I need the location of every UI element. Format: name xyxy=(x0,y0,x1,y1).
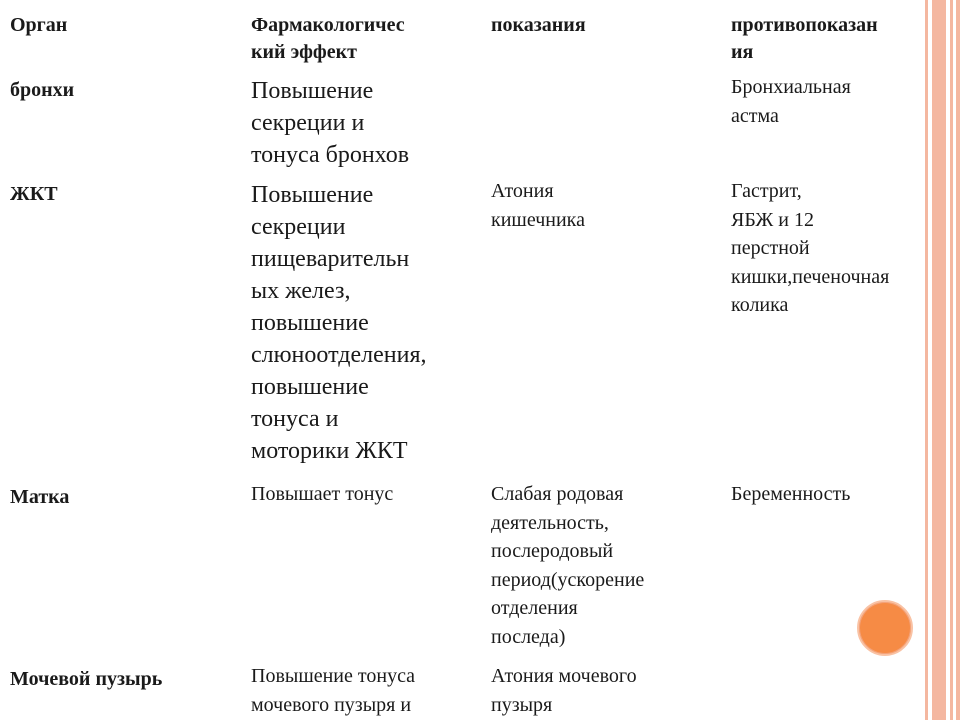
row-effect: Повышение секреции пищеварительн ых желез, повышение слюноотделения, повышение тонуса и моторики ЖКТ xyxy=(251,182,427,464)
row-indications: Слабая родовая деятельность, послеродовый период(ускорение отделения последа) xyxy=(491,483,645,648)
row-effect: Повышает тонус xyxy=(251,483,394,505)
row-organ: Мочевой пузырь xyxy=(10,668,163,690)
table-row xyxy=(0,177,925,469)
row-effect: Повышение тонуса мочевого пузыря и xyxy=(251,665,416,716)
row-effect: Повышение секреции и тонуса бронхов xyxy=(251,78,410,168)
row-organ: Матка xyxy=(10,486,70,508)
header-organ: Орган xyxy=(10,14,68,36)
table-row xyxy=(0,73,925,173)
row-indications: Атония мочевого пузыря xyxy=(491,665,637,716)
table-row xyxy=(0,662,925,720)
row-contraindications: Бронхиальная астма xyxy=(731,76,851,127)
row-contraindications: Гастрит, ЯБЖ и 12 перстной кишки,печеночная колика xyxy=(731,180,890,316)
header-contraindications: противопоказан ия xyxy=(731,14,878,63)
row-indications: Атония кишечника xyxy=(491,180,585,231)
table-header-row xyxy=(0,8,925,70)
row-contraindications: Беременность xyxy=(731,483,851,505)
row-organ: бронхи xyxy=(10,79,75,101)
table-row xyxy=(0,480,925,655)
header-effect: Фармакологичес кий эффект xyxy=(251,14,405,63)
row-organ: ЖКТ xyxy=(10,183,58,205)
header-indications: показания xyxy=(491,14,586,36)
